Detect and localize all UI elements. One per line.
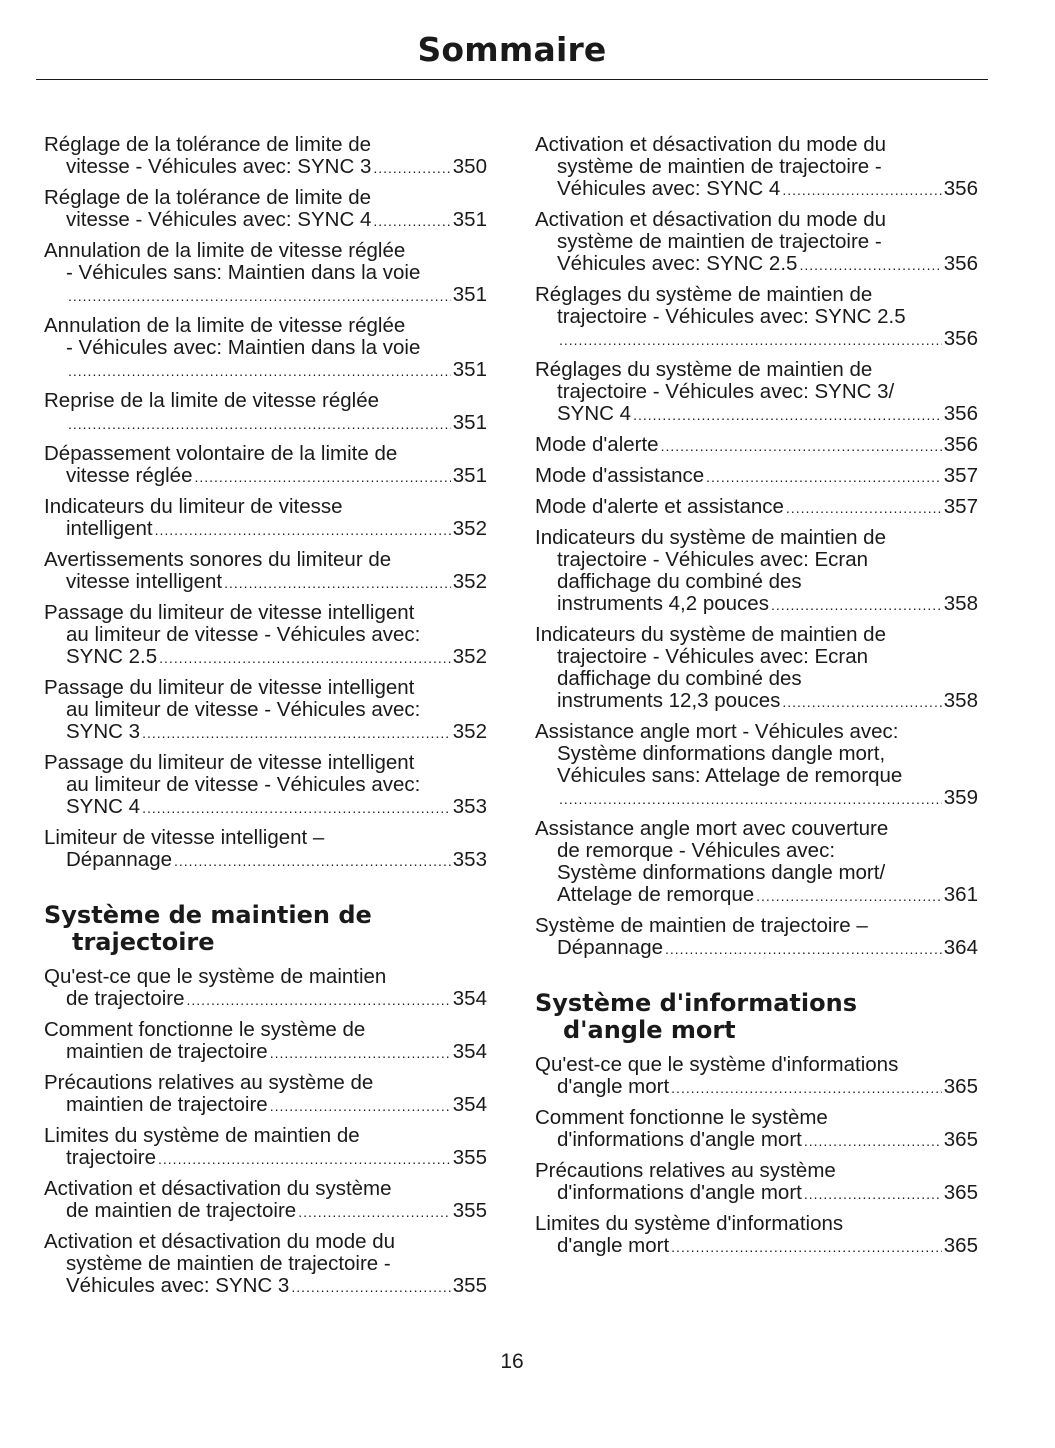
toc-entry-leader [535, 1076, 978, 1099]
toc-entry[interactable] [535, 496, 978, 519]
toc-entry-leader [535, 690, 978, 713]
dot-leader [671, 1077, 942, 1099]
toc-page-number[interactable]: 355 [452, 1146, 487, 1169]
toc-entry-text: instruments 12,3 pouces [557, 689, 781, 712]
toc-entry-line: Précautions relatives au système de [44, 1071, 374, 1094]
dot-leader [633, 404, 942, 426]
toc-entry-leader [44, 465, 487, 488]
toc-entry-leader [44, 156, 487, 179]
toc-entry-text: SYNC 3 [66, 720, 141, 743]
toc-entry-line: daffichage du combiné des [557, 570, 802, 593]
toc-entry[interactable] [535, 527, 978, 616]
toc-entry-line: système de maintien de trajectoire - [557, 155, 882, 178]
toc-page-number[interactable]: 356 [943, 402, 978, 425]
toc-entry[interactable] [44, 240, 487, 307]
toc-page-number[interactable]: 355 [452, 1274, 487, 1297]
toc-left-column [44, 134, 487, 1306]
toc-entry-line: Réglages du système de maintien de [535, 283, 873, 306]
toc-entry-text: vitesse intelligent [66, 570, 223, 593]
toc-page-number[interactable]: 357 [943, 495, 978, 518]
toc-entry-text: maintien de trajectoire [66, 1040, 268, 1063]
toc-entry-text: Véhicules avec: SYNC 4 [557, 177, 781, 200]
toc-entry-text: Mode d'assistance [535, 464, 705, 487]
toc-entry-line: Véhicules sans: Attelage de remorque [557, 764, 903, 787]
toc-entry[interactable] [44, 1072, 487, 1117]
toc-entry-text: SYNC 4 [66, 795, 141, 818]
toc-entry-line: Passage du limiteur de vitesse intelligent [44, 751, 415, 774]
page-title: Sommaire [417, 30, 607, 69]
toc-page-number[interactable]: 365 [943, 1181, 978, 1204]
toc-page-number[interactable]: 352 [452, 517, 487, 540]
toc-entry[interactable] [44, 827, 487, 872]
toc-entry-line: Reprise de la limite de vitesse réglée [44, 389, 379, 412]
toc-page-number[interactable]: 356 [943, 177, 978, 200]
toc-entry-text: maintien de trajectoire [66, 1093, 268, 1116]
dot-leader [68, 360, 451, 382]
toc-page-number[interactable]: 353 [452, 848, 487, 871]
dot-leader [187, 989, 451, 1011]
toc-entry-line: Qu'est-ce que le système de maintien [44, 965, 387, 988]
section-heading [44, 902, 487, 956]
toc-right-column [535, 134, 978, 1266]
toc-entry-line: Dépassement volontaire de la limite de [44, 442, 398, 465]
toc-entry[interactable] [535, 915, 978, 960]
toc-entry[interactable] [44, 496, 487, 541]
toc-entry-line: au limiteur de vitesse - Véhicules avec: [66, 698, 421, 721]
section-heading [535, 990, 978, 1044]
dot-leader [804, 1183, 942, 1205]
dot-leader [671, 1236, 942, 1258]
toc-entry-line: Passage du limiteur de vitesse intelligent [44, 601, 415, 624]
dot-leader [159, 647, 451, 669]
dot-leader [373, 157, 450, 179]
toc-entry-line: Qu'est-ce que le système d'informations [535, 1053, 899, 1076]
dot-leader [224, 572, 451, 594]
toc-page-number[interactable]: 352 [452, 570, 487, 593]
dot-leader [799, 254, 941, 276]
toc-entry-line: Activation et désactivation du mode du [535, 208, 886, 231]
toc-entry-text: Dépannage [66, 848, 173, 871]
dot-leader [68, 413, 451, 435]
page-number: 16 [500, 1350, 524, 1373]
toc-entry-line: - Véhicules sans: Maintien dans la voie [66, 261, 421, 284]
toc-entry-leader [44, 1200, 487, 1223]
toc-page-number[interactable]: 352 [452, 645, 487, 668]
toc-entry-text: vitesse - Véhicules avec: SYNC 4 [66, 208, 372, 231]
toc-page-number[interactable]: 351 [452, 411, 487, 434]
toc-entry[interactable] [44, 966, 487, 1011]
toc-entry-leader [535, 434, 978, 457]
dot-leader [756, 885, 942, 907]
toc-entry-line: Système de maintien de trajectoire – [535, 914, 868, 937]
toc-entry-text: Dépannage [557, 936, 664, 959]
toc-entry-text: de maintien de trajectoire [66, 1199, 297, 1222]
dot-leader [786, 497, 942, 519]
toc-entry-text: d'informations d'angle mort [557, 1128, 802, 1151]
toc-entry-line: trajectoire - Véhicules avec: Ecran [557, 548, 869, 571]
toc-entry-line: Indicateurs du limiteur de vitesse [44, 495, 343, 518]
toc-entry[interactable] [44, 549, 487, 594]
toc-page-number[interactable]: 355 [452, 1199, 487, 1222]
dot-leader [291, 1276, 450, 1298]
toc-entry-leader [44, 518, 487, 541]
toc-entry-line: Annulation de la limite de vitesse réglée [44, 314, 406, 337]
toc-entry-line: système de maintien de trajectoire - [557, 230, 882, 253]
toc-entry-line: Assistance angle mort - Véhicules avec: [535, 720, 899, 743]
dot-leader [270, 1042, 451, 1064]
toc-entry-text: vitesse réglée [66, 464, 193, 487]
toc-entry[interactable] [535, 134, 978, 201]
toc-entry-text: instruments 4,2 pouces [557, 592, 769, 615]
toc-entry-text: d'informations d'angle mort [557, 1181, 802, 1204]
toc-entry[interactable] [44, 390, 487, 435]
toc-entry[interactable] [535, 1213, 978, 1258]
toc-entry-line: Comment fonctionne le système [535, 1106, 828, 1129]
toc-page-number[interactable]: 356 [943, 252, 978, 275]
toc-entry[interactable] [44, 187, 487, 232]
toc-entry[interactable] [535, 721, 978, 810]
toc-entry-leader [44, 1041, 487, 1064]
toc-entry-leader [44, 1094, 487, 1117]
toc-entry[interactable] [535, 1107, 978, 1152]
toc-entry-text: Véhicules avec: SYNC 2.5 [557, 252, 798, 275]
toc-entry[interactable] [44, 1178, 487, 1223]
toc-entry-text: d'angle mort [557, 1075, 670, 1098]
toc-entry-text: intelligent [66, 517, 153, 540]
toc-entry-text: Véhicules avec: SYNC 3 [66, 1274, 290, 1297]
toc-page-number[interactable]: 351 [452, 208, 487, 231]
toc-entry-text: Attelage de remorque [557, 883, 755, 906]
toc-entry[interactable] [535, 1160, 978, 1205]
toc-entry-text: SYNC 4 [557, 402, 632, 425]
toc-entry-text: trajectoire [66, 1146, 157, 1169]
toc-page-number[interactable]: 358 [943, 689, 978, 712]
toc-entry-line: Limiteur de vitesse intelligent – [44, 826, 325, 849]
toc-entry-line: trajectoire - Véhicules avec: SYNC 2.5 [557, 305, 906, 328]
dot-leader [706, 466, 942, 488]
toc-entry-line: Système dinformations dangle mort, [557, 742, 886, 765]
toc-page-number[interactable]: 351 [452, 283, 487, 306]
toc-page-number[interactable]: 356 [943, 327, 978, 350]
toc-entry-leader [44, 988, 487, 1011]
dot-leader [559, 329, 942, 351]
toc-entry-line: Réglages du système de maintien de [535, 358, 873, 381]
toc-entry-leader [44, 209, 487, 232]
toc-entry-text: de trajectoire [66, 987, 185, 1010]
toc-entry-leader [535, 1182, 978, 1205]
section-heading-line: Système de maintien de [44, 901, 372, 929]
toc-entry-text: SYNC 2.5 [66, 645, 158, 668]
toc-page-number[interactable]: 350 [452, 155, 487, 178]
toc-entry-line: Assistance angle mort avec couverture [535, 817, 889, 840]
toc-entry-leader [535, 403, 978, 426]
page-header [36, 30, 988, 80]
toc-entry-line: au limiteur de vitesse - Véhicules avec: [66, 773, 421, 796]
dot-leader [782, 691, 941, 713]
toc-entry[interactable] [44, 443, 487, 488]
toc-entry-text: vitesse - Véhicules avec: SYNC 3 [66, 155, 372, 178]
dot-leader [771, 594, 942, 616]
toc-page-number[interactable]: 364 [943, 936, 978, 959]
toc-page-number[interactable]: 351 [452, 464, 487, 487]
dot-leader [298, 1201, 451, 1223]
toc-entry-leader [535, 593, 978, 616]
toc-entry[interactable] [44, 1019, 487, 1064]
toc-entry[interactable] [535, 209, 978, 276]
toc-entry-leader [44, 359, 487, 382]
toc-entry[interactable] [535, 465, 978, 488]
toc-entry-leader [44, 721, 487, 744]
dot-leader [559, 788, 942, 810]
dot-leader [804, 1130, 942, 1152]
dot-leader [155, 519, 451, 541]
toc-entry[interactable] [44, 602, 487, 669]
toc-entry-text: d'angle mort [557, 1234, 670, 1257]
toc-entry-text: Mode d'alerte [535, 433, 659, 456]
toc-entry-line: de remorque - Véhicules avec: [557, 839, 836, 862]
toc-entry-leader [535, 328, 978, 351]
toc-entry-leader [535, 1129, 978, 1152]
dot-leader [661, 435, 942, 457]
toc-page-number[interactable]: 365 [943, 1075, 978, 1098]
toc-page-number[interactable]: 359 [943, 786, 978, 809]
toc-entry-leader [44, 571, 487, 594]
toc-entry-line: système de maintien de trajectoire - [66, 1252, 391, 1275]
toc-entry-line: au limiteur de vitesse - Véhicules avec: [66, 623, 421, 646]
toc-entry[interactable] [44, 1231, 487, 1298]
toc-page-number[interactable]: 354 [452, 1040, 487, 1063]
toc-entry[interactable] [535, 434, 978, 457]
toc-entry-line: Réglage de la tolérance de limite de [44, 186, 372, 209]
toc-entry-leader [535, 937, 978, 960]
toc-page-number[interactable]: 354 [452, 1093, 487, 1116]
dot-leader [142, 722, 451, 744]
toc-entry-leader [44, 284, 487, 307]
toc-page-number[interactable]: 354 [452, 987, 487, 1010]
toc-entry-line: Indicateurs du système de maintien de [535, 623, 886, 646]
toc-entry-line: - Véhicules avec: Maintien dans la voie [66, 336, 421, 359]
toc-entry[interactable] [44, 677, 487, 744]
toc-entry[interactable] [535, 624, 978, 713]
toc-entry[interactable] [44, 315, 487, 382]
toc-page-number[interactable]: 352 [452, 720, 487, 743]
toc-entry-leader [535, 1235, 978, 1258]
toc-entry[interactable] [535, 284, 978, 351]
dot-leader [142, 797, 451, 819]
toc-entry-line: Comment fonctionne le système de [44, 1018, 366, 1041]
toc-entry-line: trajectoire - Véhicules avec: Ecran [557, 645, 869, 668]
toc-entry-line: Annulation de la limite de vitesse réglée [44, 239, 406, 262]
toc-entry-line: trajectoire - Véhicules avec: SYNC 3/ [557, 380, 895, 403]
dot-leader [174, 850, 451, 872]
toc-entry-line: Système dinformations dangle mort/ [557, 861, 886, 884]
toc-entry-line: Activation et désactivation du mode du [535, 133, 886, 156]
toc-entry[interactable] [44, 134, 487, 179]
toc-entry-line: Indicateurs du système de maintien de [535, 526, 886, 549]
toc-entry-line: Activation et désactivation du système [44, 1177, 392, 1200]
section-heading-line: d'angle mort [563, 1016, 736, 1044]
toc-entry-leader [535, 178, 978, 201]
toc-page-number[interactable]: 365 [943, 1234, 978, 1257]
toc-page-number[interactable]: 356 [943, 433, 978, 456]
toc-entry[interactable] [44, 752, 487, 819]
dot-leader [158, 1148, 451, 1170]
toc-entry-line: Limites du système d'informations [535, 1212, 844, 1235]
toc-page-number[interactable]: 361 [943, 883, 978, 906]
toc-entry-line: Précautions relatives au système [535, 1159, 836, 1182]
dot-leader [270, 1095, 451, 1117]
toc-entry-leader [535, 787, 978, 810]
toc-entry[interactable] [535, 359, 978, 426]
toc-page-number[interactable]: 351 [452, 358, 487, 381]
section-heading-line: trajectoire [72, 928, 215, 956]
toc-page-number[interactable]: 358 [943, 592, 978, 615]
section-heading-line: Système d'informations [535, 989, 857, 1017]
toc-entry-line: Limites du système de maintien de [44, 1124, 360, 1147]
toc-entry-leader [535, 496, 978, 519]
toc-page-number[interactable]: 357 [943, 464, 978, 487]
dot-leader [68, 285, 451, 307]
dot-leader [373, 210, 450, 232]
toc-entry-text: Mode d'alerte et assistance [535, 495, 784, 518]
dot-leader [194, 466, 450, 488]
toc-entry-line: Avertissements sonores du limiteur de [44, 548, 392, 571]
toc-entry[interactable] [44, 1125, 487, 1170]
toc-entry-leader [44, 1147, 487, 1170]
toc-entry-leader [44, 796, 487, 819]
toc-entry-line: daffichage du combiné des [557, 667, 802, 690]
toc-entry[interactable] [535, 818, 978, 907]
toc-page-number[interactable]: 353 [452, 795, 487, 818]
toc-entry-leader [44, 412, 487, 435]
toc-entry-line: Activation et désactivation du mode du [44, 1230, 395, 1253]
dot-leader [782, 179, 941, 201]
toc-entry-leader [535, 465, 978, 488]
toc-entry-leader [535, 253, 978, 276]
toc-entry-line: Passage du limiteur de vitesse intelligent [44, 676, 415, 699]
toc-entry-leader [44, 646, 487, 669]
toc-entry-leader [44, 849, 487, 872]
toc-entry-line: Réglage de la tolérance de limite de [44, 133, 372, 156]
dot-leader [665, 938, 942, 960]
toc-entry-leader [535, 884, 978, 907]
toc-entry-leader [44, 1275, 487, 1298]
toc-page-number[interactable]: 365 [943, 1128, 978, 1151]
toc-entry[interactable] [535, 1054, 978, 1099]
